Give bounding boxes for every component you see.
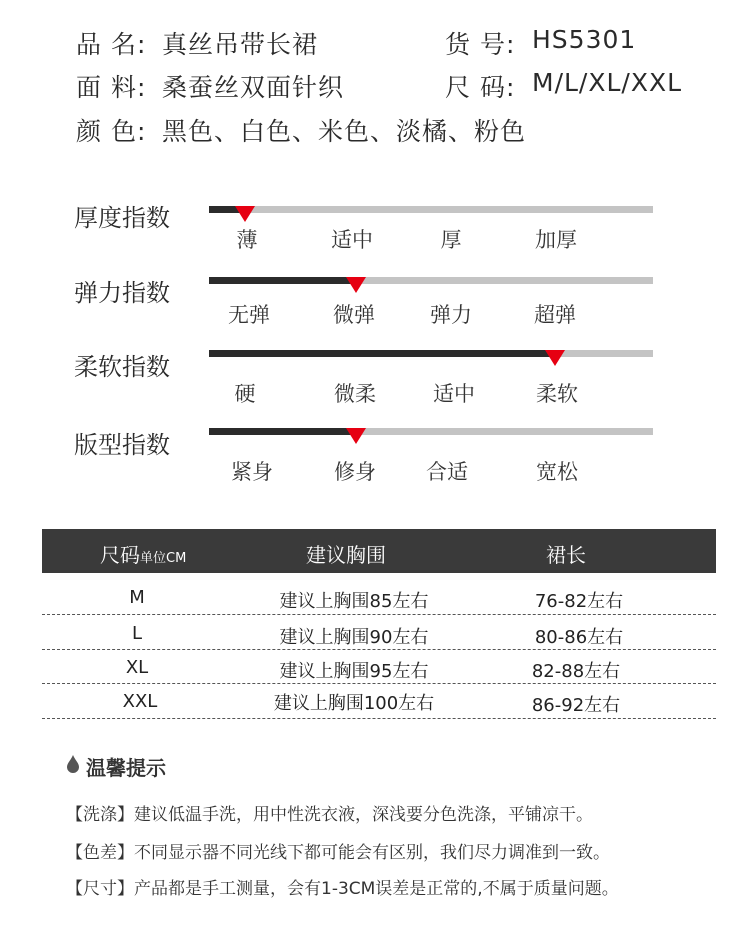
row-size: XL bbox=[125, 657, 149, 678]
row-divider bbox=[42, 683, 716, 684]
tip-size bbox=[66, 874, 619, 899]
size-label: 尺 码: bbox=[445, 73, 516, 102]
tips-title: 温馨提示 bbox=[86, 756, 166, 780]
fit-bar-fill bbox=[209, 428, 356, 435]
elasticity-option: 无弹 bbox=[228, 303, 270, 327]
header-size bbox=[100, 539, 186, 568]
fabric-label: 面 料: bbox=[76, 73, 147, 102]
row-divider bbox=[42, 614, 716, 615]
drop-icon bbox=[66, 754, 80, 778]
size-value: M/L/XL/XXL bbox=[532, 68, 683, 97]
thickness-option: 适中 bbox=[331, 228, 373, 252]
softness-bar bbox=[209, 350, 653, 357]
tip-text: 建议低温手洗，用中性洗衣液，深浅要分色洗涤，平铺凉干。 bbox=[134, 805, 593, 825]
row-length: 86-92左右 bbox=[531, 695, 621, 716]
tip-tag: 【尺寸】 bbox=[66, 879, 134, 899]
row-chest: 建议上胸围85左右 bbox=[279, 591, 429, 612]
elasticity-marker-icon bbox=[346, 277, 366, 293]
thickness-option: 加厚 bbox=[535, 228, 577, 252]
elasticity-bar-fill bbox=[209, 277, 356, 284]
index-title-thickness: 厚度指数 bbox=[74, 204, 170, 232]
fit-option: 修身 bbox=[334, 460, 376, 484]
elasticity-option: 弹力 bbox=[430, 303, 472, 327]
softness-option: 硬 bbox=[234, 382, 256, 406]
row-length: 76-82左右 bbox=[534, 591, 624, 612]
tip-color-difference bbox=[66, 838, 610, 863]
product-name-value: 真丝吊带长裙 bbox=[162, 30, 319, 59]
fit-option: 宽松 bbox=[536, 460, 578, 484]
elasticity-option: 超弹 bbox=[534, 303, 576, 327]
softness-bar-fill bbox=[209, 350, 555, 357]
softness-marker-icon bbox=[545, 350, 565, 366]
header-chest: 建议胸围 bbox=[306, 543, 386, 567]
thickness-marker-icon bbox=[235, 206, 255, 222]
size-table-header bbox=[42, 529, 716, 573]
thickness-bar bbox=[209, 206, 653, 213]
fit-marker-icon bbox=[346, 428, 366, 444]
softness-option: 适中 bbox=[433, 382, 475, 406]
thickness-option: 厚 bbox=[440, 228, 462, 252]
row-divider bbox=[42, 718, 716, 719]
header-size-unit: 单位CM bbox=[140, 551, 187, 566]
fabric-value: 桑蚕丝双面针织 bbox=[162, 73, 345, 102]
row-size: XXL bbox=[122, 691, 158, 712]
index-title-fit: 版型指数 bbox=[74, 431, 170, 459]
softness-option: 柔软 bbox=[536, 382, 578, 406]
row-length: 82-88左右 bbox=[531, 661, 621, 682]
softness-option: 微柔 bbox=[334, 382, 376, 406]
index-title-softness: 柔软指数 bbox=[74, 353, 170, 381]
tip-text: 产品都是手工测量，会有1-3CM误差是正常的,不属于质量问题。 bbox=[134, 879, 619, 899]
sku-value: HS5301 bbox=[532, 25, 637, 54]
product-name-label: 品 名: bbox=[76, 30, 147, 59]
header-size-label: 尺码 bbox=[100, 543, 140, 567]
row-chest: 建议上胸围90左右 bbox=[279, 627, 429, 648]
sku-label: 货 号: bbox=[445, 30, 516, 59]
tip-text: 不同显示器不同光线下都可能会有区别，我们尽力调准到一致。 bbox=[134, 843, 610, 863]
row-chest: 建议上胸围100左右 bbox=[273, 693, 435, 714]
row-size: L bbox=[131, 623, 143, 644]
row-divider bbox=[42, 649, 716, 650]
tip-washing bbox=[66, 800, 593, 825]
row-size: M bbox=[129, 587, 145, 608]
color-value: 黑色、白色、米色、淡橘、粉色 bbox=[162, 117, 527, 146]
row-length: 80-86左右 bbox=[534, 627, 624, 648]
tip-tag: 【色差】 bbox=[66, 843, 134, 863]
elasticity-bar bbox=[209, 277, 653, 284]
row-chest: 建议上胸围95左右 bbox=[279, 661, 429, 682]
fit-bar bbox=[209, 428, 653, 435]
fit-option: 合适 bbox=[426, 460, 468, 484]
elasticity-option: 微弹 bbox=[333, 303, 375, 327]
tip-tag: 【洗涤】 bbox=[66, 805, 134, 825]
index-title-elasticity: 弹力指数 bbox=[74, 279, 170, 307]
color-label: 颜 色: bbox=[76, 117, 147, 146]
thickness-option: 薄 bbox=[236, 228, 258, 252]
header-length: 裙长 bbox=[546, 543, 586, 567]
fit-option: 紧身 bbox=[231, 460, 273, 484]
